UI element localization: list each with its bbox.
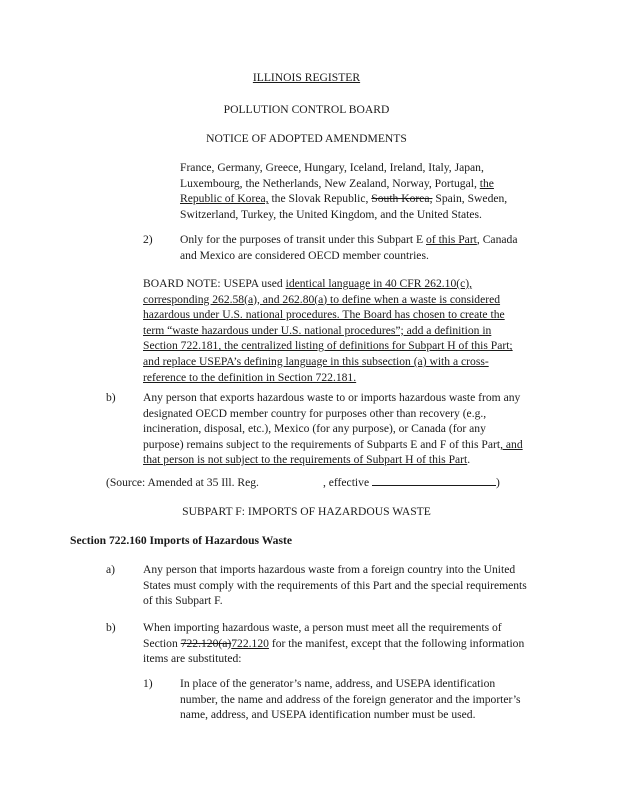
inserted-text: the: [479, 176, 494, 190]
item-b-paragraph: Any person that exports hazardous waste to or imports hazardous waste from any designated OECD member country for purposes other than recovery (e.g., incineration, disposal, etc.), Mexico (for any purpose), or Canada (for any purpose) remains subject to the requirements of Subparts E and F of this Part, and that person is not subject to the requirements of Subpart H of this Part.: [143, 391, 523, 467]
source-note: (Source: Amended at 35 Ill. Reg. , effective ): [106, 476, 500, 489]
section-heading: Section 722.160 Imports of Hazardous Waste: [70, 534, 292, 547]
country-line: Luxembourg, the Netherlands, New Zealand, Norway, Portugal, the: [180, 176, 494, 190]
register-title: ILLINOIS REGISTER: [252, 71, 361, 84]
section-b1-paragraph: In place of the generator’s name, address, and USEPA identification number, the name and address of the foreign generator and the importer’s name, address, and USEPA identification number must be used.: [180, 677, 521, 722]
inserted-text: that person is not subject to the requirements of Subpart H of this Part: [143, 453, 468, 467]
section-b-paragraph: When importing hazardous waste, a person must meet all the requirements of Section 722.120(a)722.120 for the manifest, except that the following information items are substituted:: [143, 621, 525, 666]
board-name: POLLUTION CONTROL BOARD: [223, 103, 390, 116]
item-2-paragraph: Only for the purposes of transit under this Subpart E of this Part, Canada and Mexico are considered OECD member countries.: [180, 233, 518, 262]
item-number: 1): [143, 677, 153, 690]
subpart-heading: SUBPART F: IMPORTS OF HAZARDOUS WASTE: [182, 505, 431, 518]
country-line: Switzerland, Turkey, the United Kingdom, and the United States.: [180, 207, 482, 221]
country-line: Republic of Korea, the Slovak Republic, South Korea, Spain, Sweden,: [180, 192, 508, 206]
notice-title: NOTICE OF ADOPTED AMENDMENTS: [206, 132, 407, 145]
country-list: [180, 160, 507, 222]
board-note: BOARD NOTE: USEPA used identical language in 40 CFR 262.10(c), corresponding 262.58(a), and 262.80(a) to define when a waste is considered hazardous under U.S. national procedures. The Board has chosen to create the term “waste hazardous under U.S. national procedures”; add a definition in Section 722.181, the centralized listing of definitions for Subpart H of this Part; and replace USEPA’s defining language in this subsection (a) with a cross- reference to the definition in Section 722.181.: [143, 277, 513, 384]
inserted-text: , and: [500, 437, 523, 451]
inserted-text: Republic of Korea,: [180, 192, 269, 206]
country-line: France, Germany, Greece, Hungary, Iceland, Ireland, Italy, Japan,: [180, 161, 484, 174]
item-number: a): [106, 563, 116, 576]
item-number: b): [106, 391, 116, 404]
item-number: b): [106, 621, 116, 634]
inserted-text: of this Part: [426, 233, 477, 246]
blank-date-line: [372, 474, 496, 486]
deleted-text: South Korea,: [371, 192, 433, 206]
register-header: [70, 70, 543, 86]
deleted-text: 722.120(a): [180, 636, 232, 650]
item-number: 2): [143, 233, 153, 246]
inserted-text: 722.120: [231, 636, 269, 650]
inserted-text: identical language in 40 CFR 262.10(c),: [285, 277, 473, 290]
section-a-paragraph: Any person that imports hazardous waste from a foreign country into the United States must comply with the requirements of this Part and the special requirements of this Subpart F.: [143, 563, 527, 608]
